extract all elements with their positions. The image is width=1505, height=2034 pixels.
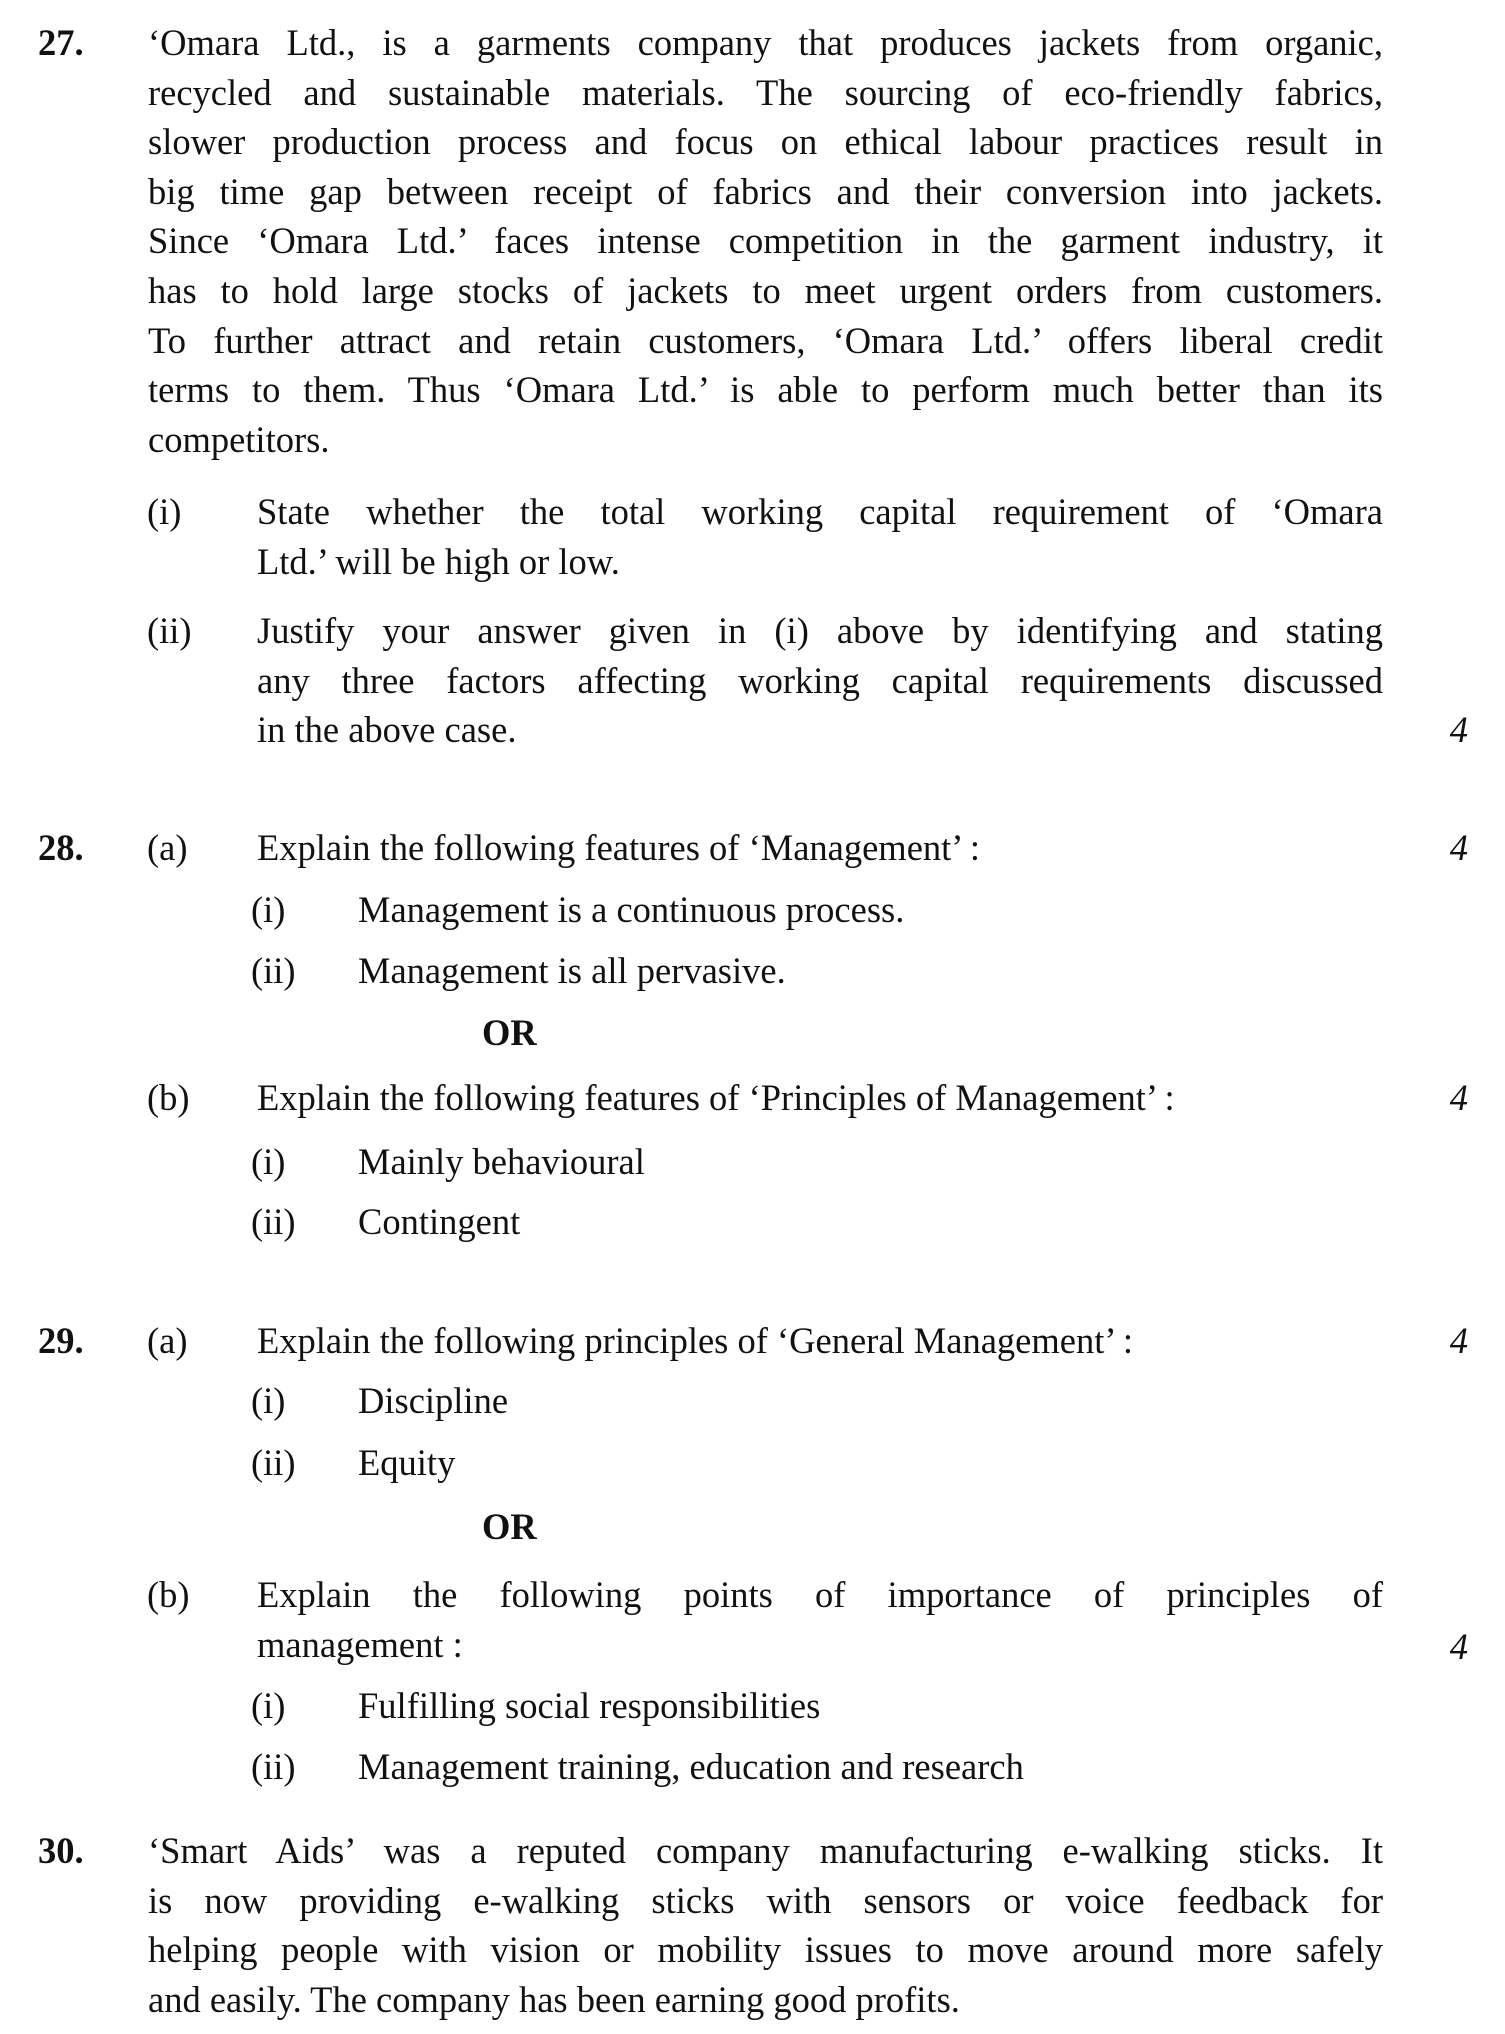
item-text [358, 885, 904, 935]
paragraph-line: recycled and sustainable materials. The sourcing of eco-friendly fabrics, [148, 71, 1383, 113]
question-number: 29. [38, 1320, 84, 1361]
item-label: (i) [251, 1141, 286, 1182]
paragraph-line: and easily. The company has been earning good profits. [148, 1978, 960, 2020]
question-number: 30. [38, 1830, 84, 1871]
item-label: (ii) [251, 1201, 296, 1242]
paragraph-line: ‘Smart Aids’ was a reputed company manufacturing e-walking sticks. It [148, 1830, 1383, 1871]
paragraph-line: competitors. [148, 418, 330, 460]
question-number: 28. [38, 827, 84, 868]
paragraph-line: is now providing e-walking sticks with sensors or voice feedback for [148, 1879, 1383, 1921]
paragraph-line: Since ‘Omara Ltd.’ faces intense competition in the garment industry, it [148, 220, 1383, 262]
item-text-line: Discipline [358, 1380, 509, 1421]
paragraph-line: terms to them. Thus ‘Omara Ltd.’ is able to perform much better than its [148, 369, 1383, 411]
part-label: (i) [147, 491, 182, 532]
item-text [358, 1681, 820, 1731]
paragraph-line: big time gap between receipt of fabrics and their conversion into jackets. [148, 170, 1383, 212]
part-text-line: any three factors affecting working capital requirements discussed [257, 659, 1383, 701]
question-number: 27. [38, 22, 84, 63]
option-label: (b) [147, 1077, 190, 1118]
paragraph-line: helping people with vision or mobility issues to move around more safely [148, 1929, 1383, 1971]
marks: 4 [1449, 1320, 1468, 1361]
or-separator: OR [482, 1012, 537, 1053]
paragraph-line: has to hold large stocks of jackets to meet urgent orders from customers. [148, 269, 1383, 311]
item-label: (i) [251, 889, 286, 930]
option-label: (b) [147, 1574, 190, 1615]
part-text-line: Justify your answer given in (i) above by identifying and stating [257, 610, 1383, 651]
item-text-line: Management training, education and research [358, 1746, 1024, 1787]
item-text-line: Equity [358, 1442, 456, 1483]
item-text [358, 946, 786, 996]
prompt-text-line: Explain the following points of importance of principles of [257, 1574, 1383, 1615]
prompt-text: Explain the following features of ‘Management’ : [257, 827, 980, 868]
part-text-line: State whether the total working capital requirement of ‘Omara [257, 491, 1383, 532]
prompt-text: Explain the following features of ‘Principles of Management’ : [257, 1077, 1175, 1118]
prompt-text-line: management : [257, 1623, 463, 1665]
option-label: (a) [147, 1320, 188, 1361]
item-label: (ii) [251, 1442, 296, 1483]
part-text [257, 487, 1383, 586]
paragraph-line: ‘Omara Ltd., is a garments company that produces jackets from organic, [148, 22, 1383, 63]
prompt-text: Explain the following principles of ‘General Management’ : [257, 1320, 1134, 1361]
option-prompt [257, 823, 980, 873]
marks: 4 [1449, 1626, 1468, 1667]
item-text-line: Mainly behavioural [358, 1141, 645, 1182]
item-text-line: Management is all pervasive. [358, 950, 786, 991]
item-label: (ii) [251, 1746, 296, 1787]
part-text [257, 606, 1383, 755]
item-text-line: Management is a continuous process. [358, 889, 905, 930]
item-text [358, 1438, 455, 1488]
option-label: (a) [147, 827, 188, 868]
part-label: (ii) [147, 610, 192, 651]
item-text [358, 1742, 1024, 1792]
paragraph-line: To further attract and retain customers, ‘Omara Ltd.’ offers liberal credit [148, 319, 1383, 361]
paragraph-line: slower production process and focus on ethical labour practices result in [148, 121, 1383, 163]
question-30-case-paragraph [148, 1826, 1383, 2024]
marks: 4 [1449, 709, 1468, 750]
item-label: (i) [251, 1380, 286, 1421]
part-text-line: in the above case. [257, 709, 517, 751]
option-prompt [257, 1316, 1133, 1366]
option-prompt [257, 1570, 1383, 1669]
item-text [358, 1376, 508, 1426]
item-text [358, 1137, 645, 1187]
question-27-case-paragraph [148, 18, 1383, 464]
item-text-line: Contingent [358, 1201, 521, 1242]
part-text-line: Ltd.’ will be high or low. [257, 540, 620, 582]
item-text-line: Fulfilling social responsibilities [358, 1685, 821, 1726]
item-text [358, 1197, 520, 1247]
marks: 4 [1449, 827, 1468, 868]
or-separator: OR [482, 1506, 537, 1547]
marks: 4 [1449, 1077, 1468, 1118]
option-prompt [257, 1073, 1175, 1123]
item-label: (i) [251, 1685, 286, 1726]
item-label: (ii) [251, 950, 296, 991]
